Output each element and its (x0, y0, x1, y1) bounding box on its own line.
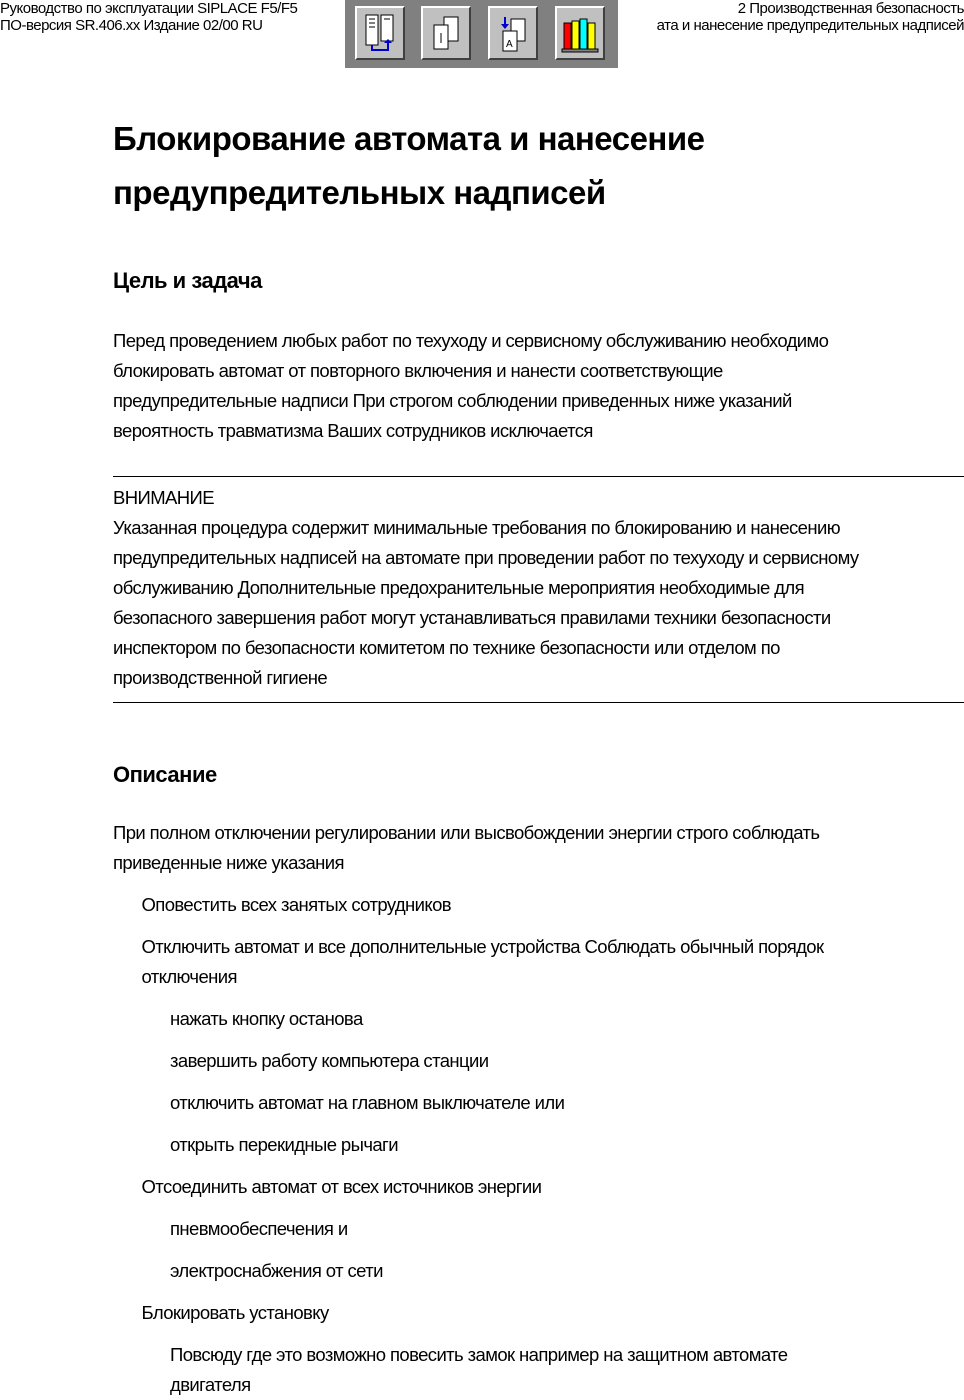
header-manual-title: Руководство по эксплуатации SIPLACE F5/F5 (0, 0, 298, 17)
pages-icon (428, 13, 464, 53)
list-item: При полном отключении регулировании или высвобождении энергии строго соблюдать (113, 822, 820, 843)
header-section: ата и нанесение предупредительных надписей (656, 17, 964, 34)
header-version: ПО-версия SR.406.xx Издание 02/00 RU (0, 17, 263, 34)
svg-text:A: A (506, 39, 513, 50)
text-line: обслуживанию Дополнительные предохранительные мероприятия необходимые для (113, 577, 804, 598)
list-item: Отключить автомат и все дополнительные устройства Соблюдать обычный порядок (141, 936, 824, 957)
warning-label: ВНИМАНИЕ (113, 487, 214, 508)
text-line: инспектором по безопасности комитетом по технике безопасности или отделом по (113, 637, 780, 658)
divider (113, 476, 964, 477)
navigation-toolbar (345, 0, 618, 68)
pages-button[interactable] (421, 6, 471, 60)
back-page-button[interactable] (488, 6, 538, 60)
text-line: предупредительные надписи При строгом соблюдении приведенных ниже указаний (113, 390, 792, 411)
text-line: Перед проведением любых работ по техуходу и сервисному обслуживанию необходимо (113, 330, 829, 351)
library-books-icon (560, 11, 600, 55)
list-item: Повсюду где это возможно повесить замок например на защитном автомате (170, 1344, 788, 1365)
list-item: отключения (141, 966, 237, 987)
title-line: предупредительных надписей (113, 174, 606, 211)
text-line: безопасного завершения работ могут устанавливаться правилами техники безопасности (113, 607, 831, 628)
text-line: производственной гигиене (113, 667, 328, 688)
text-line: предупредительных надписей на автомате при проведении работ по техуходу и сервисному (113, 547, 859, 568)
divider (113, 702, 964, 703)
list-item: завершить работу компьютера станции (170, 1050, 489, 1071)
text-line: блокировать автомат от повторного включения и нанести соответствующие (113, 360, 723, 381)
list-item: приведенные ниже указания (113, 852, 344, 873)
page-title (113, 112, 705, 220)
header-chapter: 2 Производственная безопасность (737, 0, 964, 17)
text-line: вероятность травматизма Ваших сотрудников исключается (113, 420, 593, 441)
warning-paragraph (113, 513, 859, 693)
text-line: Указанная процедура содержит минимальные требования по блокированию и нанесению (113, 517, 840, 538)
contents-icon (362, 13, 398, 53)
back-page-icon (495, 13, 531, 53)
list-item: Оповестить всех занятых сотрудников (141, 894, 452, 915)
purpose-paragraph (113, 326, 828, 446)
list-item: пневмообеспечения и (170, 1218, 348, 1239)
list-item: двигателя (170, 1374, 251, 1395)
list-item: открыть перекидные рычаги (170, 1134, 398, 1155)
section-heading-purpose: Цель и задача (113, 268, 262, 293)
title-line: Блокирование автомата и нанесение (113, 120, 705, 157)
list-item: нажать кнопку останова (170, 1008, 363, 1029)
list-item: Отсоединить автомат от всех источников энергии (141, 1176, 542, 1197)
list-item: отключить автомат на главном выключателе или (170, 1092, 565, 1113)
list-item: Блокировать установку (141, 1302, 329, 1323)
contents-button[interactable] (355, 6, 405, 60)
library-button[interactable] (555, 6, 605, 60)
list-item: электроснабжения от сети (170, 1260, 383, 1281)
section-heading-description: Описание (113, 762, 217, 787)
